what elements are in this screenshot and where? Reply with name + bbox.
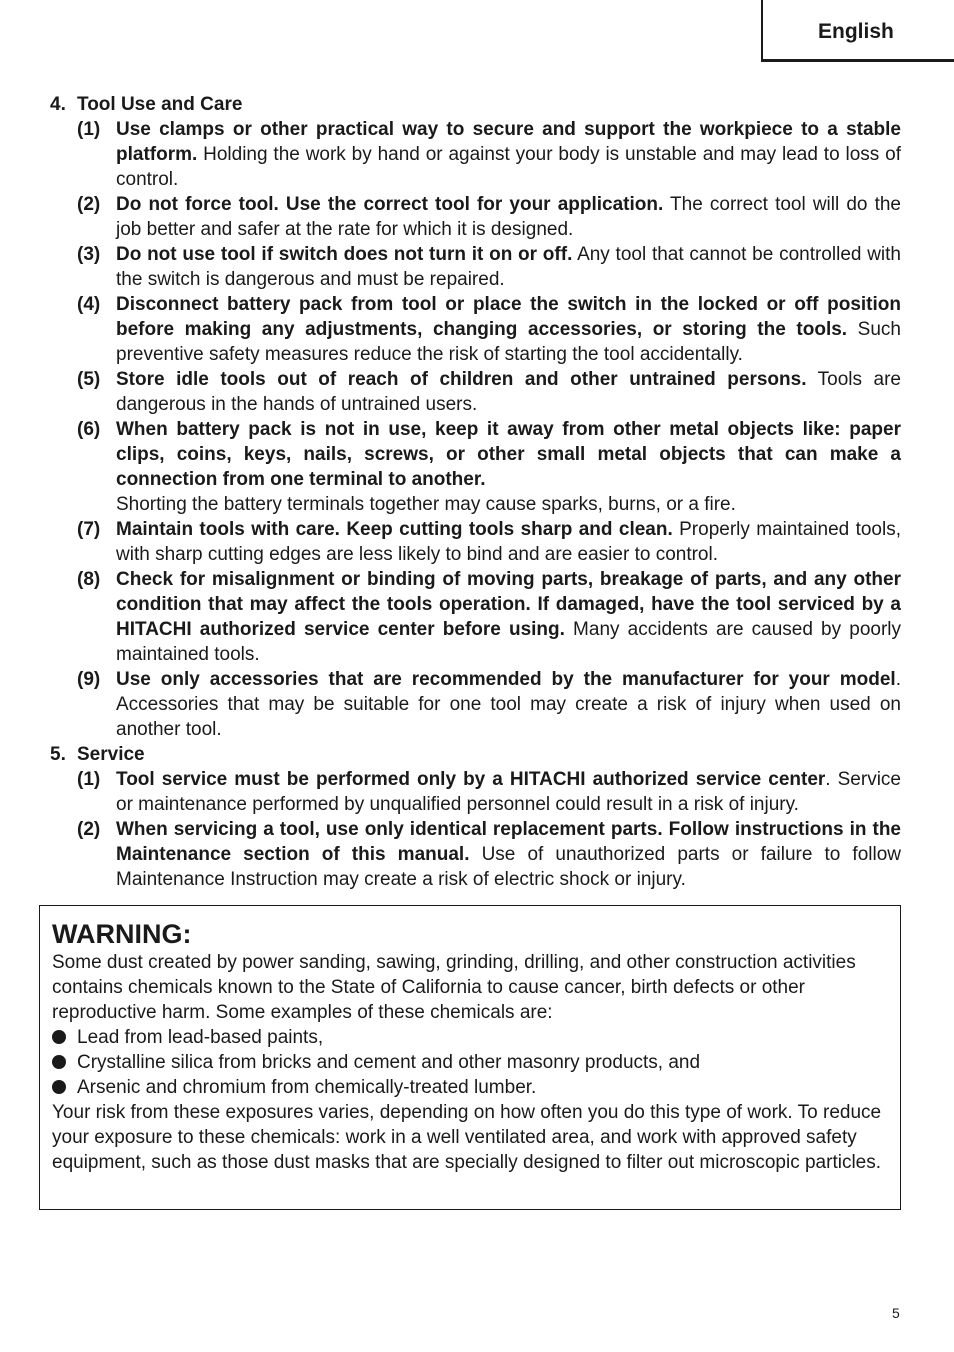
warning-bullet: Crystalline silica from bricks and cement and other masonry products, and	[52, 1050, 889, 1075]
list-item: (9) Use only accessories that are recommended by the manufacturer for your model. Accessories that may be suitable for one tool may create a risk of injury when used on another tool.	[77, 669, 901, 740]
bullet-icon	[52, 1080, 66, 1094]
list-item: (8) Check for misalignment or binding of moving parts, breakage of parts, and any other condition that may affect the tools operation. If damaged, have the tool serviced by a HITACHI authorized service center before using. Many accidents are caused by poorly maintained tools.	[77, 569, 901, 665]
list-item: (1) Tool service must be performed only by a HITACHI authorized service center. Service or maintenance performed by unqualified personnel could result in a risk of injury.	[77, 769, 901, 815]
warning-intro: Some dust created by power sanding, sawing, grinding, drilling, and other construction activities contains chemicals known to the State of California to cause cancer, birth defects or other reproductive harm. Some examples of these chemicals are:	[52, 952, 856, 1023]
safety-content	[50, 92, 901, 892]
list-item: (6) When battery pack is not in use, keep it away from other metal objects like: paper clips, coins, keys, nails, screws, or other small metal objects that can make a connection from one terminal to another. Shorting the battery terminals together may cause sparks, burns, or a fire.	[77, 419, 901, 515]
section-heading: 5. Service	[50, 744, 145, 765]
list-item: (5) Store idle tools out of reach of children and other untrained persons. Tools are dangerous in the hands of untrained users.	[77, 369, 902, 415]
page-number: 5	[892, 1305, 900, 1321]
list-item: (2) When servicing a tool, use only identical replacement parts. Follow instructions in the Maintenance section of this manual. Use of unauthorized parts or failure to follow Maintenance Instruction may create a risk of electric shock or injury.	[77, 819, 902, 890]
list-item: (3) Do not use tool if switch does not turn it on or off. Any tool that cannot be controlled with the switch is dangerous and must be repaired.	[77, 244, 901, 290]
warning-bullet: Arsenic and chromium from chemically-treated lumber.	[52, 1075, 889, 1100]
list-item: (1) Use clamps or other practical way to secure and support the workpiece to a stable platform. Holding the work by hand or against your body is unstable and may lead to loss of control.	[77, 119, 901, 190]
warning-bullet: Lead from lead-based paints,	[52, 1025, 889, 1050]
language-label: English	[818, 20, 894, 43]
language-tab	[761, 0, 954, 62]
bullet-icon	[52, 1030, 66, 1044]
section-heading: 4. Tool Use and Care	[50, 94, 243, 115]
warning-outro: Your risk from these exposures varies, depending on how often you do this type of work. To reduce your exposure to these chemicals: work in a well ventilated area, and work with approved safety equipment, such as those dust masks that are specially designed to filter out microscopic particles.	[52, 1102, 882, 1173]
list-item: (7) Maintain tools with care. Keep cutting tools sharp and clean. Properly maintained tools, with sharp cutting edges are less likely to bind and are easier to control.	[77, 519, 901, 565]
list-item: (2) Do not force tool. Use the correct tool for your application. The correct tool will do the job better and safer at the rate for which it is designed.	[77, 194, 901, 240]
list-item: (4) Disconnect battery pack from tool or place the switch in the locked or off position before making any adjustments, changing accessories, or storing the tools. Such preventive safety measures reduce the risk of starting the tool accidentally.	[77, 294, 901, 365]
warning-box	[39, 905, 901, 1210]
bullet-icon	[52, 1055, 66, 1069]
warning-title: WARNING:	[52, 919, 192, 949]
